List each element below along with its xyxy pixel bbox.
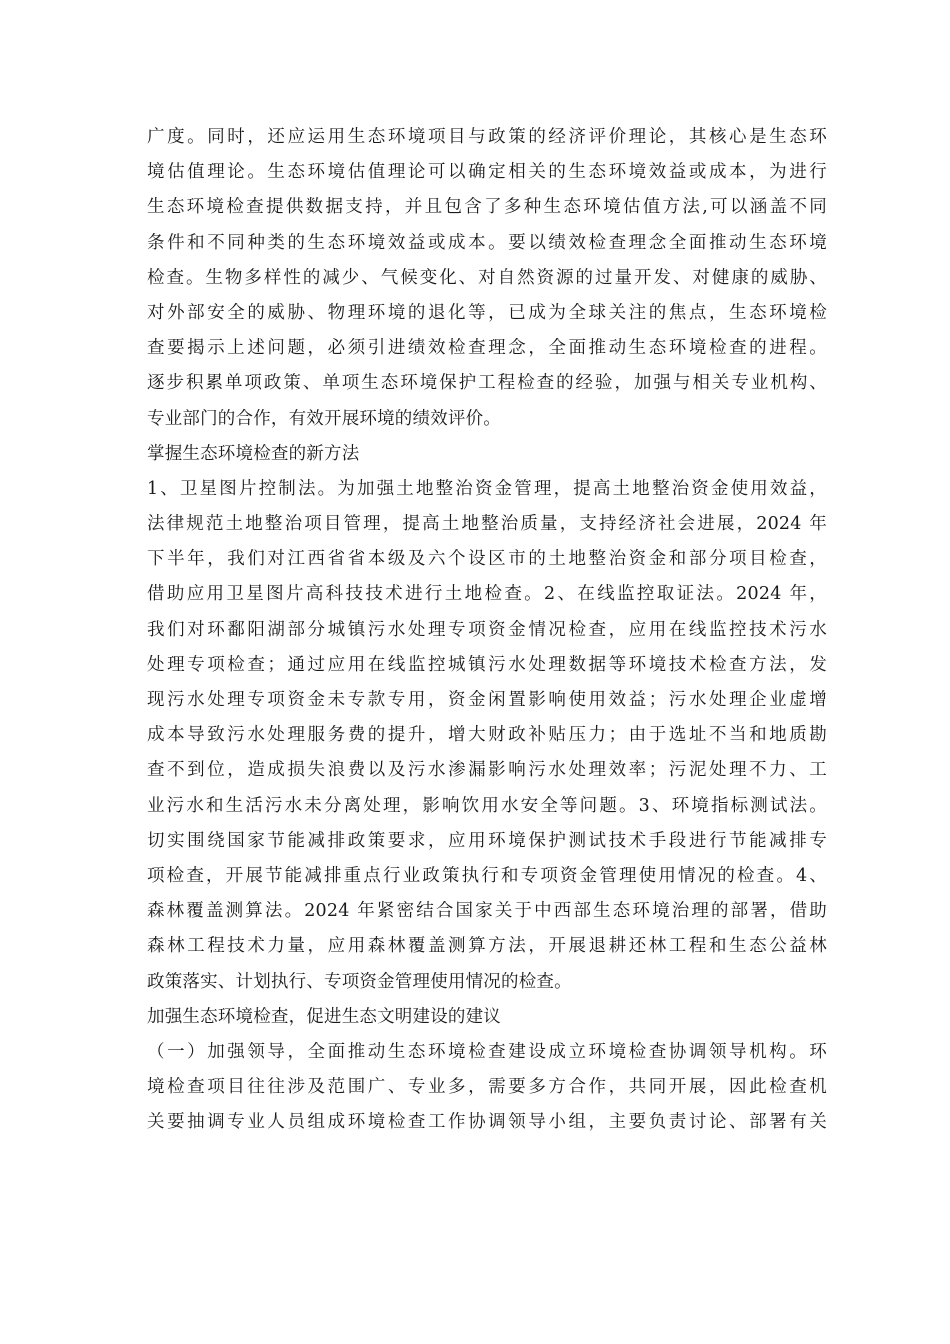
text-line: 查要揭示上述问题，必须引进绩效检查理念，全面推动生态环境检查的进程。: [147, 338, 827, 359]
text-line: （一）加强领导，全面推动生态环境检查建设成立环境检查协调领导机构。环: [147, 1041, 827, 1062]
text-line: 加强生态环境检查，促进生态文明建设的建议: [147, 1006, 501, 1027]
text-line: 项检查，开展节能减排重点行业政策执行和专项资金管理使用情况的检查。4、: [147, 865, 827, 886]
text-line: 法律规范土地整治项目管理，提高土地整治质量，支持经济社会进展，2024 年: [147, 514, 827, 535]
text-line: 业污水和生活污水未分离处理，影响饮用水安全等问题。3、环境指标测试法。: [147, 795, 827, 816]
text-line: 1、卫星图片控制法。为加强土地整治资金管理，提高土地整治资金使用效益，: [147, 478, 827, 499]
text-line: 境检查项目往往涉及范围广、专业多，需要多方合作，共同开展，因此检查机: [147, 1077, 827, 1098]
text-line: 逐步积累单项政策、单项生态环境保护工程检查的经验，加强与相关专业机构、: [147, 373, 827, 394]
text-line: 广度。同时，还应运用生态环境项目与政策的经济评价理论，其核心是生态环: [147, 127, 827, 147]
document-body: [147, 120, 827, 1140]
text-line: 森林覆盖测算法。2024 年紧密结合国家关于中西部生态环境治理的部署，借助: [147, 901, 827, 922]
text-line: 借助应用卫星图片高科技技术进行土地检查。2、在线监控取证法。2024 年，: [147, 584, 827, 605]
text-line: 成本导致污水处理服务费的提升，增大财政补贴压力；由于选址不当和地质勘: [147, 725, 827, 746]
text-line: 切实围绕国家节能减排政策要求，应用环境保护测试技术手段进行节能减排专: [147, 830, 827, 851]
text-line: 掌握生态环境检查的新方法: [147, 443, 360, 464]
text-line: 条件和不同种类的生态环境效益或成本。要以绩效检查理念全面推动生态环境: [147, 232, 827, 253]
text-line: 生态环境检查提供数据支持，并且包含了多种生态环境估值方法,可以涵盖不同: [147, 197, 827, 218]
text-line: 对外部安全的威胁、物理环境的退化等，已成为全球关注的焦点，生态环境检: [147, 302, 827, 323]
text-line: 境估值理论。生态环境估值理论可以确定相关的生态环境效益或成本，为进行: [147, 162, 827, 183]
text-line: 处理专项检查；通过应用在线监控城镇污水处理数据等环境技术检查方法，发: [147, 654, 827, 675]
text-line: 现污水处理专项资金未专款专用，资金闲置影响使用效益；污水处理企业虚增: [147, 690, 827, 710]
text-line: 专业部门的合作，有效开展环境的绩效评价。: [147, 408, 501, 429]
text-line: 查不到位，造成损失浪费以及污水渗漏影响污水处理效率；污泥处理不力、工: [147, 760, 827, 781]
text-line: 关要抽调专业人员组成环境检查工作协调领导小组，主要负责讨论、部署有关: [147, 1112, 827, 1133]
text-line: 我们对环鄱阳湖部分城镇污水处理专项资金情况检查，应用在线监控技术污水: [147, 619, 827, 640]
text-line: 森林工程技术力量，应用森林覆盖测算方法，开展退耕还林工程和生态公益林: [147, 936, 827, 957]
text-line: 下半年，我们对江西省省本级及六个设区市的土地整治资金和部分项目检查，: [147, 549, 827, 570]
text-line: 检查。生物多样性的减少、气候变化、对自然资源的过量开发、对健康的威胁、: [147, 267, 827, 288]
text-line: 政策落实、计划执行、专项资金管理使用情况的检查。: [147, 971, 572, 992]
